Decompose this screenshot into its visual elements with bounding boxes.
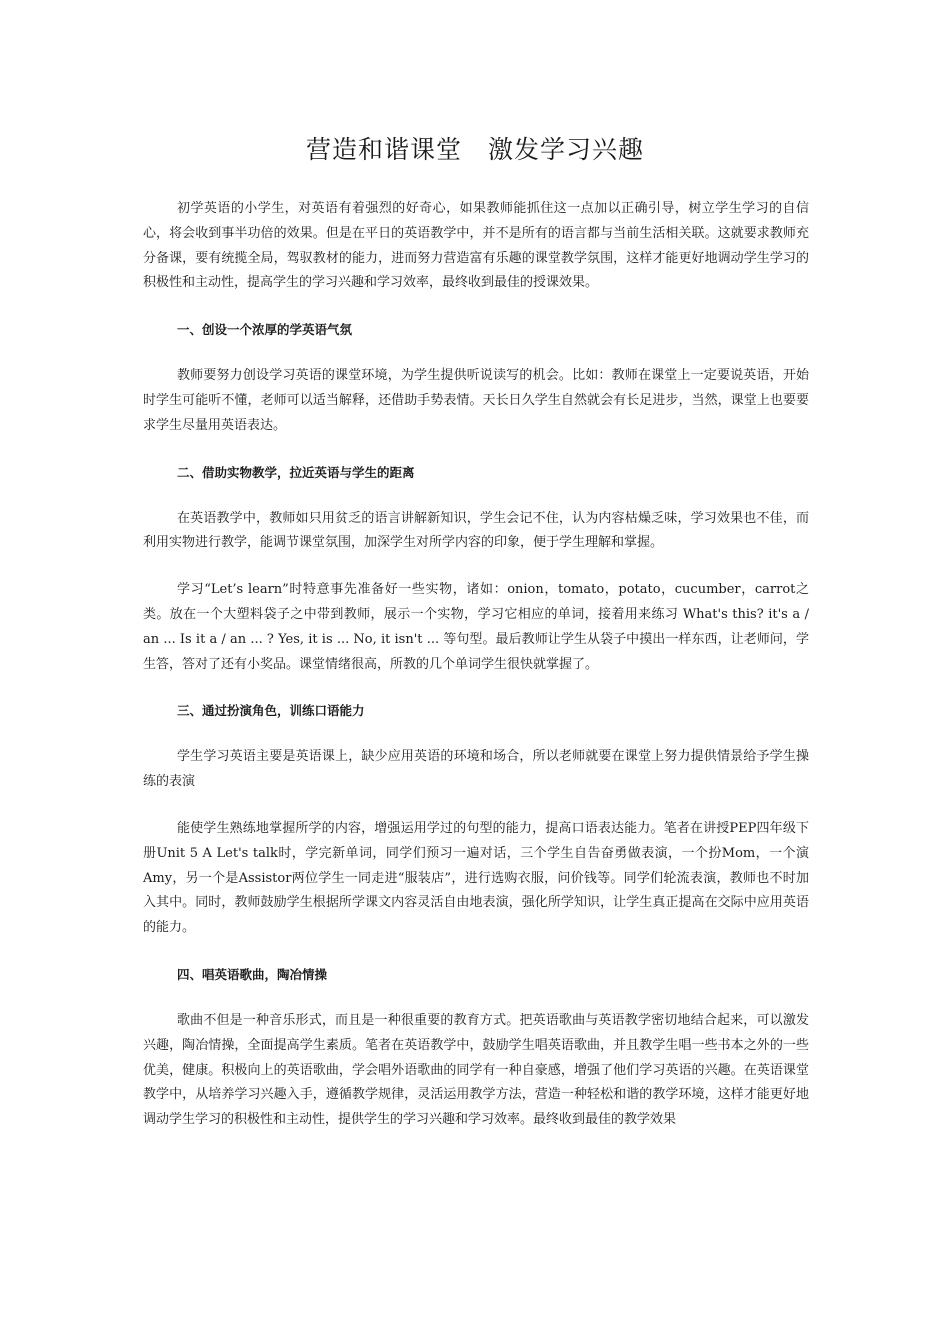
section-heading: 一、创设一个浓厚的学英语气氛 [177,322,353,338]
section-4 [143,963,809,1133]
section-heading: 四、唱英语歌曲，陶冶情操 [177,966,328,982]
title-part-2: 激发学习兴趣 [488,135,645,164]
section-paragraph: 学习“Let’s learn”时特意事先准备好一些实物，诸如：onion，tomato，potato，cucumber，carrot之类。放在一个大塑料袋子之中带到教师，展示一个实物，学习它相应的单词，接着用来练习 What's this? it's a / an ... Is it a / an ... ? Yes, it is ... No, it isn't ... 等句型。最后教师让学生从袋子中摸出一样东西，让老师问，学生答，答对了还有小奖品。课堂情绪很高，所教的几个单词学生很快就掌握了。 [143,582,809,672]
document-title [0,133,950,167]
section-paragraph: 教师要努力创设学习英语的课堂环境，为学生提供听说读写的机会。比如：教师在课堂上一定要说英语，开始时学生可能听不懂，老师可以适当解释，还借助手势表情。天长日久学生自然就会有长足进步，当然，课堂上也要要求学生尽量用英语表达。 [143,368,809,433]
section-1 [143,318,809,438]
title-part-1: 营造和谐课堂 [305,135,462,164]
intro-paragraph: 初学英语的小学生，对英语有着强烈的好奇心，如果教师能抓住这一点加以正确引导，树立学生学习的自信心，将会收到事半功倍的效果。但是在平日的英语教学中，并不是所有的语言都与当前生活相关联。这就要求教师充分备课，要有统揽全局，驾驭教材的能力，进而努力营造富有乐趣的课堂教学氛围，这样才能更好地调动学生学习的积极性和主动性，提高学生的学习兴趣和学习效率，最终收到最佳的授课效果。 [143,201,809,291]
section-heading: 三、通过扮演角色，训练口语能力 [177,703,365,719]
section-paragraph: 歌曲不但是一种音乐形式，而且是一种很重要的教育方式。把英语歌曲与英语教学密切地结合起来，可以激发兴趣，陶冶情操，全面提高学生素质。笔者在英语教学中，鼓励学生唱英语歌曲，并且教学生唱一些书本之外的一些优美，健康。积极向上的英语歌曲，学会唱外语歌曲的同学有一种自豪感，增强了他们学习英语的兴趣。在英语课堂教学中，从培养学习兴趣入手，遵循教学规律，灵活运用教学方法，营造一种轻松和谐的教学环境，这样才能更好地调动学生学习的积极性和主动性，提供学生的学习兴趣和学习效率。最终收到最佳的教学效果 [143,1012,809,1128]
document-body [143,197,809,1133]
section-3 [143,699,809,941]
section-heading: 二、借助实物教学，拉近英语与学生的距离 [177,464,415,480]
section-paragraph: 学生学习英语主要是英语课上，缺少应用英语的环境和场合，所以老师就要在课堂上努力提供情景给予学生操练的表演 [143,749,809,790]
section-2 [143,461,809,678]
section-paragraph: 能使学生熟练地掌握所学的内容，增强运用学过的句型的能力，提高口语表达能力。笔者在讲授PEP四年级下册Unit 5 A Let's talk时，学完新单词，同学们预习一遍对话，三个学生自告奋勇做表演，一个扮Mom，一个演Amy，另一个是Assistor两位学生一同走进“服装店”，进行选购衣服，问价钱等。同学们轮流表演，教师也不时加入其中。同时，教师鼓励学生根据所学课文内容灵活自由地表演，强化所学知识，让学生真正提高在交际中应用英语的能力。 [143,820,809,936]
section-paragraph: 在英语教学中，教师如只用贫乏的语言讲解新知识，学生会记不住，认为内容枯燥乏味，学习效果也不佳，而利用实物进行教学，能调节课堂氛围，加深学生对所学内容的印象，便于学生理解和掌握。 [143,510,809,551]
